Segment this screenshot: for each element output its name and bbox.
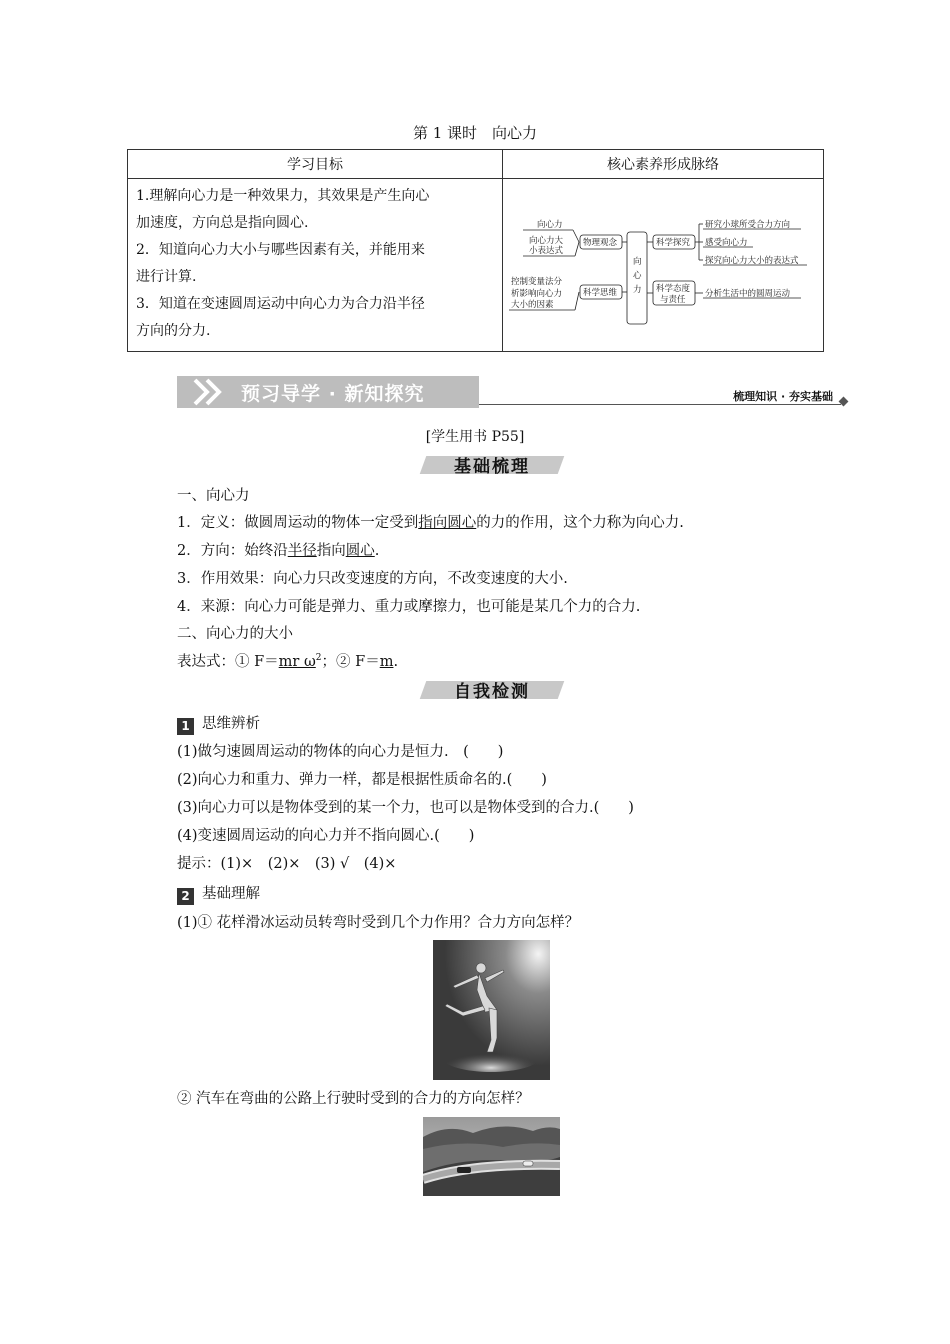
number-badge: 2 bbox=[177, 888, 194, 905]
question-item: (4)变速圆周运动的向心力并不指向圆心.( ) bbox=[177, 828, 475, 844]
number-badge: 1 bbox=[177, 718, 194, 735]
part1-heading: 1 思维辨析 bbox=[177, 712, 260, 735]
book-reference: [学生用书 P55] bbox=[425, 429, 525, 445]
fill-in-answer: m bbox=[379, 654, 394, 670]
concept-map-header: 核心素养形成脉络 bbox=[503, 150, 824, 179]
fill-in-answer: 圆心 bbox=[345, 543, 375, 559]
fill-in-answer: mr ω bbox=[278, 654, 316, 670]
map-node-center: 向 bbox=[633, 257, 642, 267]
fill-in-answer: 指向圆心 bbox=[418, 515, 477, 531]
map-left-item: 大小的因素 bbox=[511, 300, 554, 310]
map-node-center: 心 bbox=[633, 271, 642, 281]
map-left-item: 向心力大 bbox=[529, 236, 564, 246]
section-banner bbox=[177, 376, 847, 408]
question-item: (3)向心力可以是物体受到的某一个力，也可以是物体受到的合力.( ) bbox=[177, 800, 634, 816]
definition-line: 1．定义：做圆周运动的物体一定受到指向圆心的力的作用，这个力称为向心力. bbox=[177, 515, 684, 531]
part2-heading: 2 基础理解 bbox=[177, 882, 260, 905]
map-left-item: 控制变量法分 bbox=[511, 277, 563, 287]
goals-list: 1.理解向心力是一种效果力，其效果是产生向心 加速度，方向总是指向圆心. 2．知道向心力大小与哪些因素有关，并能用来 进行计算. 3．知道在变速圆周运动中向心力为合力沿半径 方向的分力. bbox=[128, 179, 503, 352]
map-node-attitude: 与责任 bbox=[660, 295, 686, 305]
map-node-scientific-inquiry: 科学探究 bbox=[656, 238, 691, 248]
goals-table bbox=[127, 149, 824, 352]
banner-subtitle: 梳理知识 · 夯实基础 bbox=[733, 390, 833, 403]
banner-divider bbox=[479, 404, 841, 405]
map-left-item: 向心力 bbox=[537, 220, 563, 230]
map-right-item: 感受向心力 bbox=[705, 238, 748, 248]
map-right-item: 研究小球所受合力方向 bbox=[705, 220, 791, 230]
map-node-center: 力 bbox=[633, 285, 642, 295]
question-item: (1)做匀速圆周运动的物体的向心力是恒力. ( ) bbox=[177, 744, 504, 760]
section-heading-selfcheck: 自我检测 bbox=[423, 677, 561, 701]
map-node-physics-concept: 物理观念 bbox=[583, 238, 618, 248]
expression-line: 表达式：① F＝mr $\omega^2$；② F＝m. bbox=[177, 653, 399, 670]
figure-skater-photo bbox=[433, 940, 550, 1080]
question-car: ② 汽车在弯曲的公路上行驶时受到的合力的方向怎样？ bbox=[177, 1091, 530, 1107]
winding-road-photo bbox=[423, 1117, 560, 1196]
heading-magnitude: 二、向心力的大小 bbox=[177, 626, 293, 642]
chevron-arrows-icon bbox=[177, 376, 237, 408]
question-figure-skater: (1)① 花样滑冰运动员转弯时受到几个力作用？合力方向怎样？ bbox=[177, 915, 580, 931]
source-line: 4．来源：向心力可能是弹力、重力或摩擦力，也可能是某几个力的合力. bbox=[177, 599, 641, 615]
map-right-item: 探究向心力大小的表达式 bbox=[705, 256, 799, 266]
banner-title: 预习导学 · 新知探究 bbox=[241, 383, 425, 405]
map-left-item: 小表达式 bbox=[529, 246, 564, 256]
map-node-attitude: 科学态度 bbox=[656, 284, 691, 294]
map-left-item: 析影响向心力 bbox=[511, 289, 563, 299]
map-node-scientific-thinking: 科学思维 bbox=[583, 288, 618, 298]
effect-line: 3．作用效果：向心力只改变速度的方向，不改变速度的大小. bbox=[177, 571, 568, 587]
question-item: (2)向心力和重力、弹力一样，都是根据性质命名的.( ) bbox=[177, 772, 547, 788]
page-title: 第 1 课时 向心力 bbox=[412, 124, 538, 142]
map-right-item: 分析生活中的圆周运动 bbox=[705, 289, 791, 299]
concept-map bbox=[503, 179, 824, 352]
fill-in-answer: 半径 bbox=[287, 543, 317, 559]
direction-line: 2．方向：始终沿半径指向圆心. bbox=[177, 543, 380, 559]
answer-hint: 提示：(1)× (2)× (3) √ (4)× bbox=[177, 856, 397, 872]
heading-centripetal-force: 一、向心力 bbox=[177, 488, 250, 504]
section-heading-basics: 基础梳理 bbox=[423, 452, 561, 476]
goals-header: 学习目标 bbox=[128, 150, 503, 179]
